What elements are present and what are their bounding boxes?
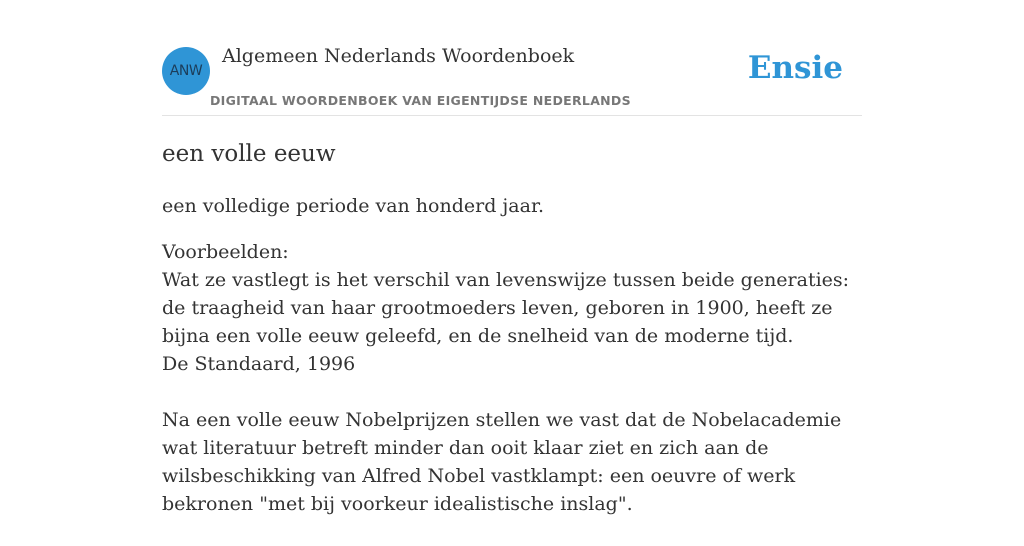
anw-logo[interactable]: [162, 47, 210, 95]
ensie-brand-link[interactable]: Ensie: [747, 50, 843, 86]
example-item: [162, 406, 862, 518]
site-title[interactable]: Algemeen Nederlands Woordenboek: [222, 45, 575, 67]
logo-text: ANW: [169, 63, 203, 79]
example-source: De Standaard, 1996: [162, 353, 356, 375]
example-text: Wat ze vastlegt is het verschil van levenswijze tussen beide generaties: de traagheid van haar grootmoeders leven, geboren in 1900, heeft ze bijna een volle eeuw geleefd, en de snelheid van de moderne tijd.: [162, 269, 850, 347]
entry-content: [162, 138, 862, 546]
site-subtitle: DIGITAAL WOORDENBOEK VAN EIGENTIJDSE NEDERLANDS: [210, 93, 631, 108]
examples-section: [162, 238, 862, 518]
header-divider: [162, 115, 862, 116]
examples-label: Voorbeelden:: [162, 241, 289, 263]
headword: een volle eeuw: [162, 141, 336, 167]
definition: een volledige periode van honderd jaar.: [162, 195, 544, 217]
example-text: Na een volle eeuw Nobelprijzen stellen we vast dat de Nobelacademie wat literatuur betreft minder dan ooit klaar ziet en zich aan de wilsbeschikking van Alfred Nobel vastklampt: een oeuvre of werk bekronen "met bij voorkeur idealistische inslag".: [162, 409, 842, 515]
example-item: [162, 266, 862, 378]
